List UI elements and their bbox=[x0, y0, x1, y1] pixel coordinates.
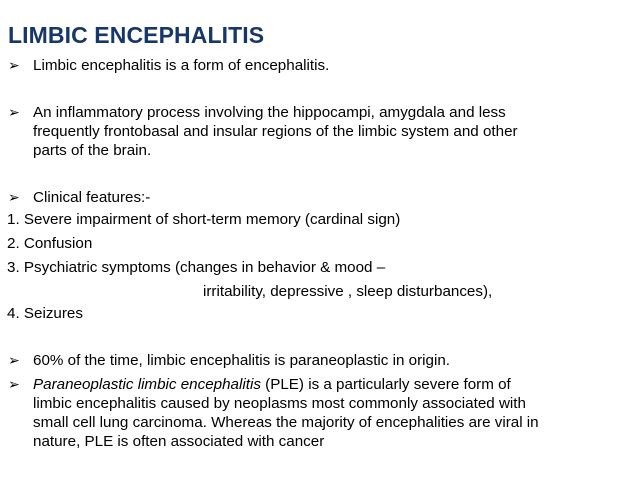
arrow-bullet-icon: ➢ bbox=[8, 57, 20, 73]
bullet-text: 60% of the time, limbic encephalitis is paraneoplastic in origin. bbox=[33, 352, 451, 369]
bullet-text-continued: nature, PLE is often associated with cancer bbox=[33, 433, 325, 450]
italic-term: Paraneoplastic limbic encephalitis bbox=[33, 376, 261, 393]
numbered-item-continued: irritability, depressive , sleep disturbances), bbox=[203, 283, 493, 300]
numbered-item: 4. Seizures bbox=[7, 305, 83, 322]
bullet-text: Clinical features:- bbox=[33, 189, 151, 206]
bullet-text bbox=[33, 375, 511, 394]
bullet-text-continued: limbic encephalitis caused by neoplasms most commonly associated with bbox=[33, 395, 526, 412]
bullet-text-rest: (PLE) is a particularly severe form of bbox=[260, 376, 511, 393]
arrow-bullet-icon: ➢ bbox=[8, 104, 20, 120]
bullet-text-continued: parts of the brain. bbox=[33, 142, 152, 159]
numbered-item: 3. Psychiatric symptoms (changes in behavior & mood – bbox=[7, 259, 386, 276]
arrow-bullet-icon: ➢ bbox=[8, 376, 20, 392]
bullet-text: Limbic encephalitis is a form of encephalitis. bbox=[33, 57, 330, 74]
bullet-text-continued: frequently frontobasal and insular regions of the limbic system and other bbox=[33, 123, 518, 140]
arrow-bullet-icon: ➢ bbox=[8, 189, 20, 205]
numbered-item: 1. Severe impairment of short-term memory (cardinal sign) bbox=[7, 211, 401, 228]
slide-title: LIMBIC ENCEPHALITIS bbox=[8, 22, 265, 48]
bullet-text: An inflammatory process involving the hippocampi, amygdala and less bbox=[33, 104, 506, 121]
numbered-item: 2. Confusion bbox=[7, 235, 93, 252]
arrow-bullet-icon: ➢ bbox=[8, 352, 20, 368]
bullet-text-continued: small cell lung carcinoma. Whereas the majority of encephalities are viral in bbox=[33, 414, 539, 431]
